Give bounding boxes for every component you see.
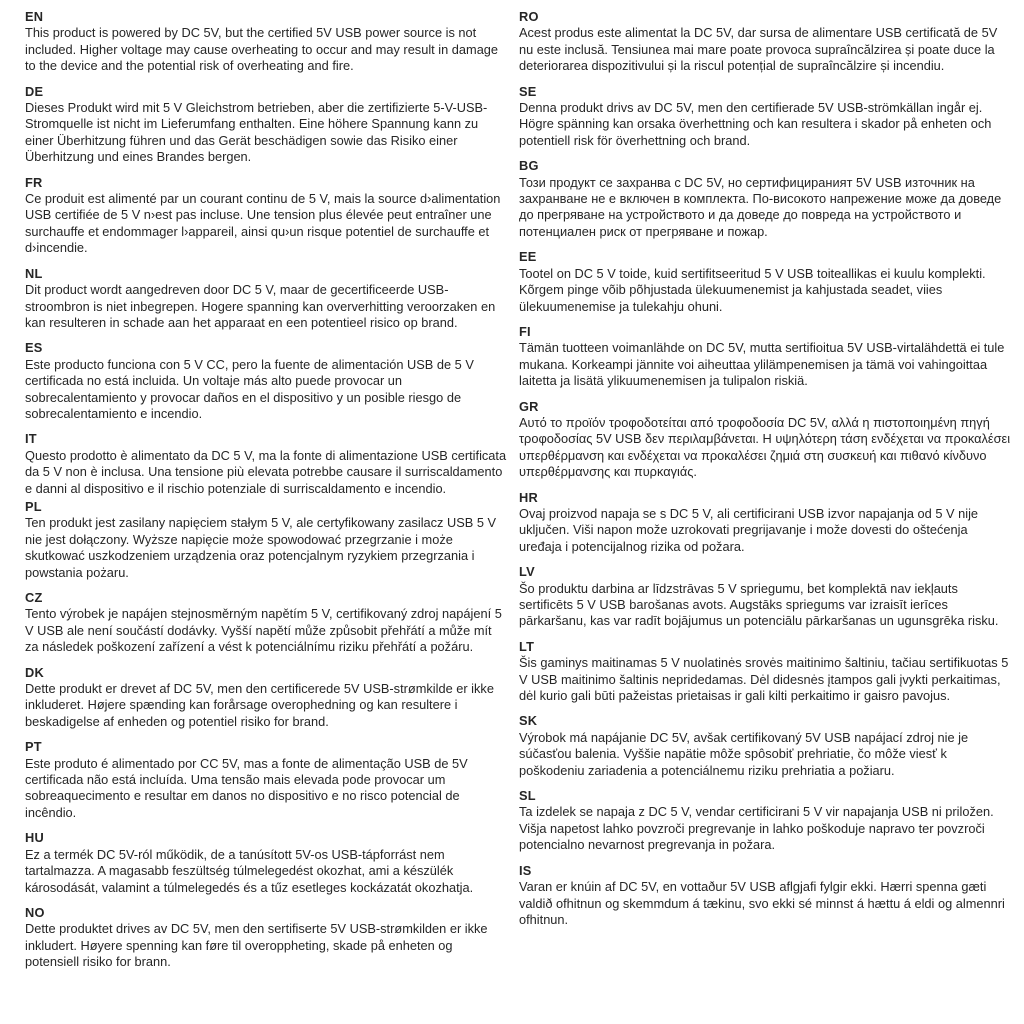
warning-text-lt: Šis gaminys maitinamas 5 V nuolatinės srovės maitinimo šaltiniu, tačiau sertifikuotas 5 V USB maitinimo šaltinis nepridedamas. Dėl didesnės įtampos gali įvykti perkaitimas, dėl kurio gali būti pažeistas prietaisas ir gali kilti perkaitimo ir gaisro pavojus. bbox=[519, 655, 1009, 704]
section-no bbox=[25, 905, 507, 971]
warning-text-de: Dieses Produkt wird mit 5 V Gleichstrom betrieben, aber die zertifizierte 5-V-USB-Stromquelle ist nicht im Lieferumfang enthalten. Eine höhere Spannung kann zu einer Überhitzung führen und das Gerät beschädigen sowie das Risiko einer Überhitzung und eines Brandes bergen. bbox=[25, 100, 488, 165]
language-code-es: ES bbox=[25, 340, 43, 356]
language-code-ee: EE bbox=[519, 249, 537, 265]
warning-text-sk: Výrobok má napájanie DC 5V, avšak certifikovaný 5V USB napájací zdroj nie je súčasťou balenia. Vyššie napätie môže spôsobiť prehriatie, čo môže viesť k poškodeniu zariadenia a potenciálnemu riziku prehriatia a požiaru. bbox=[519, 729, 969, 778]
language-code-ro: RO bbox=[519, 9, 539, 24]
language-code-lt: LT bbox=[519, 638, 535, 654]
language-code-en: EN bbox=[25, 9, 44, 24]
warning-text-sl: Ta izdelek se napaja z DC 5 V, vendar certificirani 5 V vir napajanja USB ni priložen. Višja napetost lahko povzroči pregrevanje in lahko poškoduje napravo ter povzroči potencialno nevarnost pregrevanja in požara. bbox=[519, 804, 994, 853]
section-es bbox=[25, 340, 507, 422]
warning-text-dk: Dette produkt er drevet af DC 5V, men den certificerede 5V USB-strømkilde er ikke inkluderet. Højere spænding kan forårsage overophedning og kan resultere i beskadigelse af enheden og potentiel risiko for brand. bbox=[25, 681, 494, 729]
language-code-hu: HU bbox=[25, 830, 44, 846]
language-code-dk: DK bbox=[25, 664, 44, 680]
warning-text-is: Varan er knúin af DC 5V, en vottaður 5V USB aflgjafi fylgir ekki. Hærri spenna gæti valdið ofhitnun og skemmdum á tækinu, svo ekki sé minnst á hættu á eldi og almennri ofhitnun. bbox=[519, 879, 1005, 927]
warning-text-pl: Ten produkt jest zasilany napięciem stałym 5 V, ale certyfikowany zasilacz USB 5 V nie jest dołączony. Wyższe napięcie może spowodować przegrzanie i może skutkować uszkodzeniem urządzenia oraz potencjalnym ryzykiem przegrzania i powstania pożaru. bbox=[25, 515, 497, 580]
language-code-bg: BG bbox=[519, 158, 539, 174]
language-code-fr: FR bbox=[25, 174, 43, 190]
section-cz bbox=[25, 590, 507, 656]
section-gr bbox=[519, 399, 1012, 481]
warning-text-hu: Ez a termék DC 5V-ról működik, de a tanúsított 5V-os USB-tápforrást nem tartalmazza. A magasabb feszültség túlmelegedést okozhat, ami a készülék károsodását, valamint a túlmelegedés és a tűz esetleges kockázatát okozhatja. bbox=[25, 846, 474, 895]
warning-text-pt: Este produto é alimentado por CC 5V, mas a fonte de alimentação USB de 5V certificada não está incluída. Uma tensão mais elevada pode provocar um sobreaquecimento e resultar em danos no dispositivo e no risco potencial de incêndio. bbox=[25, 755, 468, 820]
language-code-hr: HR bbox=[519, 489, 538, 505]
language-code-it: IT bbox=[25, 431, 37, 447]
warning-text-cz: Tento výrobek je napájen stejnosměrným napětím 5 V, certifikovaný zdroj napájení 5 V USB ale není součástí dodávky. Vyšší napětí může způsobit přehřátí a může mít za následek poškození zařízení a vést k potenciálnímu riziku přehřátí a požáru. bbox=[25, 606, 502, 655]
section-bg bbox=[519, 158, 1012, 240]
language-code-sl: SL bbox=[519, 788, 536, 804]
language-code-fi: FI bbox=[519, 323, 531, 339]
section-fr bbox=[25, 175, 507, 257]
warning-text-ee: Tootel on DC 5 V toide, kuid sertifitseeritud 5 V USB toiteallikas ei kuulu komplekti. Kõrgem pinge võib põhjustada ülekuumenemist ja kahjustada seadet, viies ülekuumenemise ja tulekahju ohuni. bbox=[519, 265, 986, 314]
section-lv bbox=[519, 564, 1012, 630]
section-sl bbox=[519, 788, 1012, 854]
section-dk bbox=[25, 665, 507, 731]
language-code-no: NO bbox=[25, 904, 45, 920]
language-code-de: DE bbox=[25, 83, 44, 99]
warning-text-fi: Tämän tuotteen voimanlähde on DC 5V, mutta sertifioitua 5V USB-virtalähdettä ei tule mukana. Korkeampi jännite voi aiheuttaa ylilämpenemisen ja tämä voi vahingoittaa laitetta ja lisätä ylikuumenemisen ja tulipalon riskiä. bbox=[519, 340, 1005, 389]
warning-text-ro: Acest produs este alimentat la DC 5V, dar sursa de alimentare USB certificată de 5V nu este inclusă. Tensiunea mai mare poate provoca supraîncălzirea și poate duce la deteriorarea dispozitivului și la riscul potențial de supraîncălzire și incendiu. bbox=[519, 25, 998, 74]
section-sk bbox=[519, 713, 1012, 779]
language-code-pt: PT bbox=[25, 739, 42, 755]
warning-text-it: Questo prodotto è alimentato da DC 5 V, ma la fonte di alimentazione USB certificata da 5 V non è inclusa. Una tensione più elevata potrebbe causare il surriscaldamento e danni al dispositivo e il rischio potenziale di surriscaldamento e incendio. bbox=[25, 447, 507, 496]
section-pl bbox=[25, 499, 507, 581]
warning-text-en: This product is powered by DC 5V, but the certified 5V USB power source is not included. Higher voltage may cause overheating to occur and may result in damage to the device and the potential risk of overheating and fire. bbox=[25, 25, 499, 74]
section-ee bbox=[519, 249, 1012, 315]
language-code-lv: LV bbox=[519, 564, 535, 580]
warning-text-no: Dette produktet drives av DC 5V, men den sertifiserte 5V USB-strømkilden er ikke inkludert. Høyere spenning kan føre til overoppheting, skade på enheten og potensiell risiko for brann. bbox=[25, 921, 488, 970]
language-code-se: SE bbox=[519, 83, 537, 99]
section-ro bbox=[519, 9, 1012, 75]
language-code-sk: SK bbox=[519, 713, 538, 729]
section-is bbox=[519, 863, 1012, 929]
section-se bbox=[519, 84, 1012, 150]
section-hu bbox=[25, 830, 507, 896]
section-pt bbox=[25, 739, 507, 821]
language-code-is: IS bbox=[519, 862, 532, 878]
language-code-nl: NL bbox=[25, 265, 43, 281]
warning-text-lv: Šo produktu darbina ar līdzstrāvas 5 V spriegumu, bet komplektā nav iekļauts sertificēts 5 V USB barošanas avots. Augstāks spriegums var izraisīt ierīces pārkaršanu, kas var radīt bojājumus un potenciālu pārkaršanas un ugunsgrēka risku. bbox=[519, 580, 999, 629]
section-nl bbox=[25, 266, 507, 332]
left-column bbox=[25, 9, 507, 1024]
warning-text-se: Denna produkt drivs av DC 5V, men den certifierade 5V USB-strömkällan ingår ej. Högre spänning kan orsaka överhettning och kan resultera i skador på enheten och potentiell risk för överhettning och brand. bbox=[519, 100, 992, 148]
warning-text-es: Este producto funciona con 5 V CC, pero la fuente de alimentación USB de 5 V certificada no está incluida. Un voltaje más alto puede provocar un sobrecalentamiento y provocar daños en el dispositivo y un posible riesgo de sobrecalentamiento e incendio. bbox=[25, 356, 474, 421]
language-code-gr: GR bbox=[519, 398, 539, 414]
section-en bbox=[25, 9, 507, 75]
section-fi bbox=[519, 324, 1012, 390]
warning-text-gr: Αυτό το προϊόν τροφοδοτείται από τροφοδοσία DC 5V, αλλά η πιστοποιημένη πηγή τροφοδοσίας 5V USB δεν περιλαμβάνεται. Η υψηλότερη τάση ενδέχεται να προκαλέσει υπερθέρμανση και ενδέχεται να προκαλέσει ζημιά στη συσκευή και πιθανό κίνδυνο υπερθέρμανσης και πυρκαγιάς. bbox=[519, 414, 1011, 480]
section-lt bbox=[519, 639, 1012, 705]
warning-text-hr: Ovaj proizvod napaja se s DC 5 V, ali certificirani USB izvor napajanja od 5 V nije uključen. Viši napon može uzrokovati pregrijavanje i može dovesti do oštećenja uređaja i potencijalnog rizika od požara. bbox=[519, 505, 979, 554]
right-column bbox=[519, 9, 1012, 1024]
warning-text-nl: Dit product wordt aangedreven door DC 5 V, maar de gecertificeerde USB-stroombron is niet inbegrepen. Hogere spanning kan oververhitting veroorzaken en kan resulteren in schade aan het apparaat en een potentieel risico op brand. bbox=[25, 282, 496, 330]
warning-text-bg: Този продукт се захранва с DC 5V, но сертифицираният 5V USB източник на захранване не е включен в комплекта. По-високото напрежение може да доведе до прегряване на устройството и да доведе до повреда на устройството и потенциален риск от прегряване и пожар. bbox=[519, 174, 1002, 239]
section-hr bbox=[519, 490, 1012, 556]
language-code-pl: PL bbox=[25, 498, 42, 514]
section-it bbox=[25, 431, 507, 497]
section-de bbox=[25, 84, 507, 166]
warning-text-fr: Ce produit est alimenté par un courant continu de 5 V, mais la source d›alimentation USB certifiée de 5 V n›est pas incluse. Une tension plus élevée peut entraîner une surchauffe et endommager l›appareil, ainsi qu›un risque potentiel de surchauffe et d›incendie. bbox=[25, 191, 501, 256]
language-code-cz: CZ bbox=[25, 590, 43, 605]
